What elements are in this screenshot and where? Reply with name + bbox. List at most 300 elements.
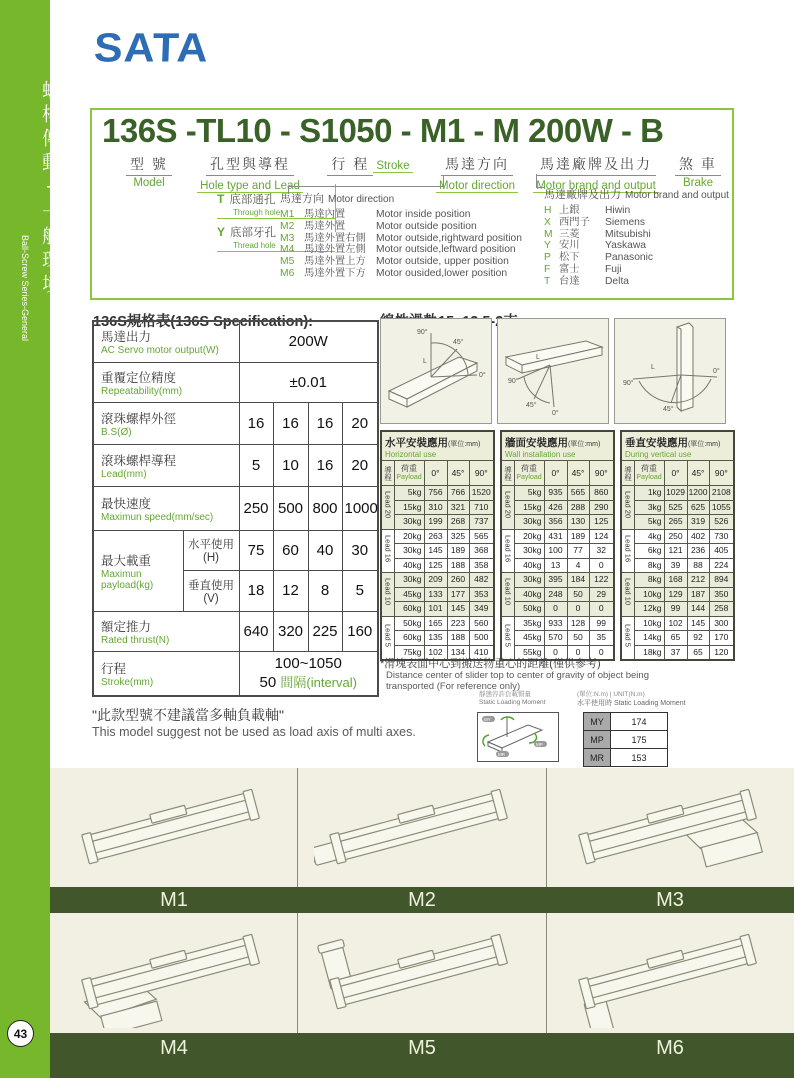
variant-label-m6: M6: [656, 1037, 684, 1059]
payload-cell: 60kg: [394, 631, 424, 646]
moment-value: 175: [611, 731, 668, 749]
spec-label-cn: 重覆定位精度: [101, 370, 177, 385]
distance-cell: 1200: [687, 486, 709, 501]
motor-direction-cn: 馬達外置右側: [304, 232, 366, 244]
distance-cell: 77: [567, 544, 589, 559]
motor-brand-item: [544, 217, 729, 229]
motor-direction-cn: 馬達外置左側: [304, 244, 366, 256]
payload-cell: 55kg: [514, 645, 544, 660]
load-table-row: [381, 602, 494, 617]
load-table-row: [381, 558, 494, 573]
distance-cell: 1520: [469, 486, 494, 501]
distance-cell: 170: [709, 631, 734, 646]
distance-cell: 426: [544, 500, 567, 515]
distance-cell: 265: [664, 515, 687, 530]
svg-text:0°: 0°: [479, 372, 486, 379]
distance-cell: 310: [424, 500, 447, 515]
payload-cell: 5kg: [394, 486, 424, 501]
payload-cell: 10kg: [634, 616, 664, 631]
motor-direction-item: [280, 221, 522, 233]
segment-label-cn: 型 號: [126, 154, 172, 176]
load-table-title: [501, 431, 614, 461]
model-code-title: 136S -TL10 - S1050 - M1 - M 200W - B: [102, 112, 664, 149]
spec-row-label: [93, 402, 239, 444]
load-table-row: [381, 616, 494, 631]
motor-direction-en: Motor outside,leftward position: [376, 244, 516, 256]
distance-cell: 268: [447, 515, 469, 530]
spec-label-cn: 滾珠螺桿外徑: [101, 411, 177, 426]
angle-header: 45°: [567, 461, 589, 486]
angle-header: 45°: [687, 461, 709, 486]
distance-cell: 65: [687, 645, 709, 660]
moment-row: [584, 713, 668, 731]
distance-cell: 0: [589, 645, 614, 660]
spec-row: [93, 321, 378, 362]
motor-direction-item: [280, 233, 522, 245]
distance-cell: 125: [424, 558, 447, 573]
multi-axis-note: [92, 705, 416, 739]
distance-cell: 482: [469, 573, 494, 588]
load-table-row: [381, 515, 494, 530]
distance-cell: 2108: [709, 486, 734, 501]
load-table-row: [501, 631, 614, 646]
payload-cell: 3kg: [634, 500, 664, 515]
distance-cell: 402: [687, 529, 709, 544]
load-table-row: [501, 515, 614, 530]
payload-cell: 5kg: [634, 515, 664, 530]
spec-value-cell: 20: [342, 444, 378, 486]
model-code-box: [90, 108, 734, 300]
moment-label: MY: [584, 713, 611, 731]
angle-header: 90°: [469, 461, 494, 486]
svg-text:90°: 90°: [623, 380, 634, 387]
hole-type-cn: 底部通孔: [229, 194, 276, 206]
spec-value-cell: 250: [239, 486, 273, 530]
load-table-row: [501, 558, 614, 573]
distance-cell: 130: [567, 515, 589, 530]
payload-cell: 30kg: [514, 544, 544, 559]
spec-row: [93, 444, 378, 486]
distance-cell: 99: [589, 616, 614, 631]
load-table-row: [381, 587, 494, 602]
distance-cell: 935: [544, 486, 567, 501]
load-table-header-row: [621, 461, 734, 486]
svg-text:45°: 45°: [526, 402, 537, 409]
load-table-title: [381, 431, 494, 461]
hole-type-code: Y: [217, 225, 226, 239]
moment-label: MP: [584, 731, 611, 749]
spec-label-en: Lead(mm): [101, 468, 147, 480]
distance-cell: 236: [687, 544, 709, 559]
payload-cell: 8kg: [634, 573, 664, 588]
spec-row: [93, 486, 378, 530]
segment-label-cn: 煞 車: [675, 154, 721, 176]
moment-value: 153: [611, 749, 668, 767]
moment-value: 174: [611, 713, 668, 731]
motor-direction-code: M3: [280, 232, 295, 244]
distance-cell: 128: [567, 616, 589, 631]
distance-cell: 92: [687, 631, 709, 646]
spec-label-cn: 滾珠螺桿導程: [101, 453, 177, 468]
distance-cell: 188: [447, 631, 469, 646]
motor-brand-en: Panasonic: [605, 252, 654, 264]
spec-label-en: Maximun payload(kg): [101, 568, 154, 591]
distance-cell: 102: [424, 645, 447, 660]
distance-cell: 325: [447, 529, 469, 544]
sidebar: [0, 0, 60, 1078]
distance-cell: 35: [589, 631, 614, 646]
spec-value-cell: 60: [273, 530, 308, 570]
spec-label-en: Maximun speed(mm/sec): [101, 511, 214, 523]
motor-brand-code: H: [544, 205, 552, 216]
distance-cell: 145: [424, 544, 447, 559]
distance-cell: 560: [469, 616, 494, 631]
distance-cell: 50: [567, 631, 589, 646]
segment-label-cn: 馬達方向: [441, 154, 513, 176]
spec-value-cell: 800: [308, 486, 342, 530]
svg-text:90°: 90°: [417, 329, 428, 336]
load-table-row: [501, 573, 614, 588]
lead-group-label: Lead 10: [621, 573, 634, 617]
footnote: [380, 655, 649, 693]
distance-cell: 100: [544, 544, 567, 559]
motor-direction-en: Motor outside position: [376, 220, 477, 232]
distance-cell: 223: [447, 616, 469, 631]
payload-cell: 50kg: [514, 602, 544, 617]
distance-cell: 145: [447, 602, 469, 617]
load-table-title: [621, 431, 734, 461]
distance-cell: 1055: [709, 500, 734, 515]
spec-value-cell: 320: [273, 611, 308, 651]
payload-cell: 10kg: [634, 587, 664, 602]
payload-cell: 40kg: [514, 558, 544, 573]
motor-brand-item: [544, 240, 729, 252]
segment-label-cn: 馬達廠牌及出力: [536, 154, 656, 176]
distance-cell: 263: [424, 529, 447, 544]
distance-cell: 168: [664, 573, 687, 588]
spec-label-cn: 馬達出力: [101, 330, 152, 345]
distance-cell: 129: [664, 587, 687, 602]
distance-cell: 0: [544, 645, 567, 660]
variant-label-bar: [50, 1033, 794, 1078]
payload-header: 荷重 Payload: [634, 461, 664, 486]
distance-cell: 209: [424, 573, 447, 588]
angle-header: 90°: [589, 461, 614, 486]
distance-cell: 319: [687, 515, 709, 530]
distance-cell: 50: [567, 587, 589, 602]
motor-direction-list: [280, 190, 522, 280]
payload-cell: 50kg: [394, 616, 424, 631]
distance-cell: 860: [589, 486, 614, 501]
spec-row-label: [93, 651, 239, 696]
page-number-badge: [7, 1020, 34, 1047]
hole-type-code: T: [217, 192, 225, 206]
load-table-row: [381, 486, 494, 501]
lead-group-label: Lead 20: [501, 486, 514, 530]
variant-label-m2: M2: [408, 889, 436, 911]
motor-brand-cn: 上銀: [559, 205, 580, 216]
spec-value-cell: 30: [342, 530, 378, 570]
load-table-row: [381, 573, 494, 588]
distance-cell: 894: [709, 573, 734, 588]
payload-cell: 4kg: [634, 529, 664, 544]
motor-brand-code: T: [544, 275, 551, 287]
distance-cell: 120: [709, 645, 734, 660]
distance-cell: 135: [424, 631, 447, 646]
footnote-en-2: transported (For reference only): [386, 680, 521, 692]
note-cn: "此款型號不建議當多軸負載軸": [92, 707, 284, 723]
load-table-title-row: [381, 431, 494, 461]
distance-cell: 189: [447, 544, 469, 559]
distance-cell: 358: [469, 558, 494, 573]
svg-text:45°: 45°: [453, 339, 464, 346]
motor-brand-item: [544, 276, 729, 288]
motor-direction-item: [280, 244, 522, 256]
svg-text:0°: 0°: [552, 410, 559, 417]
distance-cell: 1029: [664, 486, 687, 501]
payload-header: 荷重 Payload: [394, 461, 424, 486]
payload-cell: 35kg: [514, 616, 544, 631]
payload-header: 荷重 Payload: [514, 461, 544, 486]
motor-direction-header: 馬達方向 Motor direction: [280, 193, 395, 205]
payload-cell: 30kg: [394, 573, 424, 588]
motor-brand-en: Siemens: [605, 216, 646, 228]
segment-label-en: Motor brand and output: [533, 179, 659, 193]
distance-cell: 212: [687, 573, 709, 588]
angle-header: 90°: [709, 461, 734, 486]
load-table-row: [621, 558, 734, 573]
spec-value-cell: 5: [342, 570, 378, 611]
motor-brand-en: Fuji: [605, 263, 622, 275]
motor-direction-cn: 馬達內置: [304, 209, 346, 220]
distance-cell: 189: [567, 529, 589, 544]
distance-cell: 258: [709, 602, 734, 617]
motor-direction-en: Motor outside, upper position: [376, 256, 509, 268]
spec-value-cell: 500: [273, 486, 308, 530]
load-table-row: [621, 616, 734, 631]
payload-cell: 40kg: [394, 558, 424, 573]
motor-direction-item: [280, 268, 522, 280]
svg-text:L: L: [536, 354, 540, 361]
distance-cell: 224: [709, 558, 734, 573]
motor-brand-item: [544, 229, 729, 241]
distance-cell: 165: [424, 616, 447, 631]
load-table-row: [381, 631, 494, 646]
distance-cell: 0: [567, 602, 589, 617]
hole-type-en: Thread hole: [233, 241, 276, 250]
payload-cell: 45kg: [514, 631, 544, 646]
load-table: [380, 430, 495, 661]
spec-label-en: AC Servo motor output(W): [101, 345, 219, 357]
lead-group-label: Lead 5: [621, 616, 634, 660]
motor-direction-code: M1: [280, 209, 295, 220]
payload-cell: 14kg: [634, 631, 664, 646]
payload-cell: 5kg: [514, 486, 544, 501]
variant-label-bar: [50, 887, 794, 913]
motor-direction-code: M5: [280, 256, 295, 268]
note-en: This model suggest not be used as load axis of multi axes.: [92, 725, 416, 739]
svg-text:L: L: [423, 358, 427, 365]
svg-text:L: L: [651, 364, 655, 371]
load-table-row: [501, 500, 614, 515]
distance-cell: 177: [447, 587, 469, 602]
model-segment-2: [185, 154, 315, 194]
spec-value-cell: 1000: [342, 486, 378, 530]
spec-row: [93, 611, 378, 651]
distance-cell: 431: [544, 529, 567, 544]
load-table-unit: (單位:mm): [568, 441, 601, 448]
load-table-title-cn: 牆面安裝應用: [505, 437, 569, 449]
distance-cell: 39: [664, 558, 687, 573]
distance-cell: 565: [567, 486, 589, 501]
motor-brand-cn: 三菱: [559, 228, 580, 240]
payload-cell: 1kg: [634, 486, 664, 501]
distance-cell: 288: [567, 500, 589, 515]
distance-cell: 525: [664, 500, 687, 515]
distance-cell: 184: [567, 573, 589, 588]
payload-cell: 15kg: [514, 500, 544, 515]
payload-cell: 30kg: [514, 515, 544, 530]
spec-value-cell: 225: [308, 611, 342, 651]
variant-label-m4: M4: [160, 1037, 188, 1059]
distance-cell: 102: [664, 616, 687, 631]
connector-line: [536, 174, 545, 188]
distance-cell: 145: [687, 616, 709, 631]
spec-value-cell: 75: [239, 530, 273, 570]
distance-cell: 730: [709, 529, 734, 544]
sidebar-title-cn: 螺桿傳動-一般環境: [39, 80, 60, 298]
load-table-row: [501, 587, 614, 602]
moment-diagram: [477, 712, 559, 762]
motor-direction-en: Motor inside position: [376, 209, 471, 220]
distance-cell: 500: [469, 631, 494, 646]
distance-cell: 37: [664, 645, 687, 660]
distance-cell: 756: [424, 486, 447, 501]
motor-brand-list: [544, 186, 729, 288]
product-image-m4: [50, 913, 297, 1033]
spec-value-cell: 8: [308, 570, 342, 611]
product-image-m3: [546, 768, 794, 887]
hole-type-cn: 底部牙孔: [230, 227, 277, 239]
distance-cell: 4: [567, 558, 589, 573]
load-table-row: [621, 631, 734, 646]
distance-cell: 766: [447, 486, 469, 501]
spec-value-cell: 10: [273, 444, 308, 486]
load-table-row: [501, 486, 614, 501]
load-table-title-cn: 水平安裝應用: [385, 437, 448, 449]
load-table-row: [621, 500, 734, 515]
motor-brand-item: [544, 264, 729, 276]
spec-label-cn: 最快速度: [101, 496, 152, 511]
spec-row-label: [93, 530, 183, 611]
load-table-title-row: [501, 431, 614, 461]
sata-logo: SATA: [93, 25, 210, 71]
lead-group-label: Lead 5: [501, 616, 514, 660]
lead-header: 導程: [621, 461, 634, 486]
motor-brand-en: Hiwin: [605, 205, 631, 216]
distance-cell: 99: [664, 602, 687, 617]
distance-cell: 933: [544, 616, 567, 631]
load-table-title-en: Wall installation use: [505, 449, 576, 459]
svg-text:MR: MR: [498, 752, 505, 757]
moment-table-caption: (單位:N.m) | UNIT(N.m) 水平使用時 Static Loading Moment: [577, 691, 686, 708]
spec-label-cn: 最大載重: [101, 553, 152, 568]
distance-cell: 356: [544, 515, 567, 530]
distance-cell: 0: [589, 602, 614, 617]
motor-brand-en: Yaskawa: [605, 240, 647, 252]
distance-cell: 350: [709, 587, 734, 602]
distance-cell: 300: [709, 616, 734, 631]
load-table-row: [621, 515, 734, 530]
variant-label-m1: M1: [160, 889, 188, 911]
distance-cell: 290: [589, 500, 614, 515]
distance-cell: 395: [544, 573, 567, 588]
model-segment-4: [412, 154, 542, 194]
spec-value-cell: 200W: [239, 321, 378, 362]
segment-label-cn: 孔型與導程: [206, 154, 294, 176]
distance-cell: 144: [687, 602, 709, 617]
distance-cell: 122: [589, 573, 614, 588]
segment-label-en: Motor direction: [436, 179, 518, 193]
load-table: [500, 430, 615, 661]
product-image-m5: [297, 913, 545, 1033]
distance-cell: 353: [469, 587, 494, 602]
payload-cell: 30kg: [514, 573, 544, 588]
payload-cell: 15kg: [394, 500, 424, 515]
lead-group-label: Lead 16: [621, 529, 634, 573]
motor-direction-en: Motor outside,rightward position: [376, 232, 522, 244]
svg-text:MY: MY: [484, 717, 491, 722]
motor-direction-en: Motor ousided,lower position: [376, 267, 508, 279]
motor-brand-code: P: [544, 252, 551, 264]
moment-table: [583, 712, 668, 767]
moment-diagram-caption: 靜態容許負載慣量 Static Loading Moment: [479, 691, 546, 707]
distance-cell: 526: [709, 515, 734, 530]
load-table-title-en: Horizontal use: [385, 449, 437, 459]
angle-header: 0°: [544, 461, 567, 486]
distance-cell: 125: [589, 515, 614, 530]
spec-table: [92, 320, 379, 697]
svg-text:0°: 0°: [713, 368, 720, 375]
spec-row: [93, 530, 378, 570]
distance-cell: 187: [687, 587, 709, 602]
lead-group-label: Lead 20: [621, 486, 634, 530]
distance-cell: 0: [544, 602, 567, 617]
motor-direction-cn: 馬達外置上方: [304, 256, 366, 268]
motor-brand-code: F: [544, 263, 551, 275]
spec-row-label: [93, 486, 239, 530]
product-image-m6: [546, 913, 794, 1033]
variant-label-m5: M5: [408, 1037, 436, 1059]
distance-cell: 13: [544, 558, 567, 573]
product-image-m2: [297, 768, 545, 887]
distance-cell: 565: [469, 529, 494, 544]
distance-cell: 88: [687, 558, 709, 573]
model-segment-6: [633, 154, 763, 189]
distance-cell: 349: [469, 602, 494, 617]
spec-value-cell: 640: [239, 611, 273, 651]
load-table-row: [501, 616, 614, 631]
footnote-cn: *滑塊表面中心到搬送物重心的距離(僅供參考): [380, 658, 601, 670]
segment-label-en: Stroke: [373, 159, 412, 173]
lead-group-label: Lead 10: [501, 573, 514, 617]
spec-value-cell: 16: [308, 402, 342, 444]
lead-group-label: Lead 16: [381, 529, 394, 573]
spec-row: [93, 402, 378, 444]
lead-header: 導程: [381, 461, 394, 486]
distance-cell: 199: [424, 515, 447, 530]
load-table-title-en: During vertical use: [625, 449, 692, 459]
